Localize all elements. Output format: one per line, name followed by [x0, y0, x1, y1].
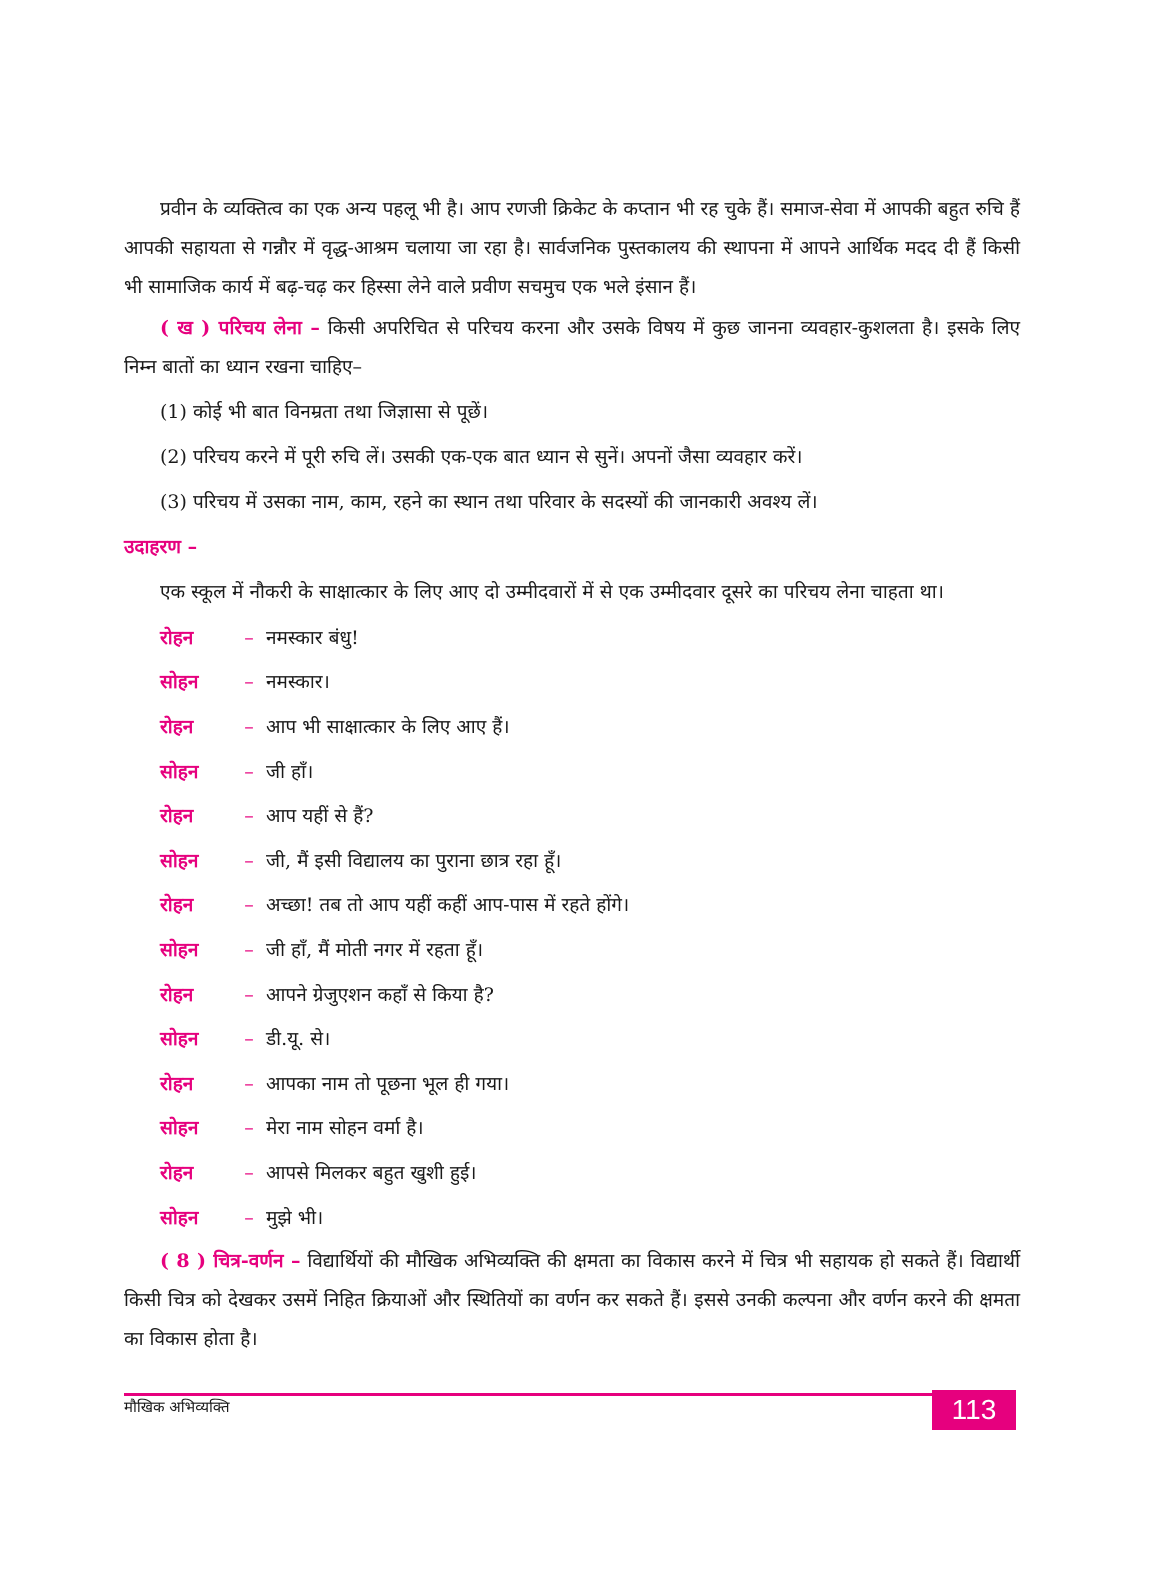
dialog-line: [160, 973, 1020, 1018]
section-parichay-lena: [124, 309, 1020, 387]
speaker-name: सोहन: [160, 1206, 199, 1229]
speaker-name: रोहन: [160, 1161, 194, 1184]
dialog-line: [160, 705, 1020, 750]
list-item: (3) परिचय में उसका नाम, काम, रहने का स्थान तथा परिवार के सदस्यों की जानकारी अवश्य लें।: [160, 491, 818, 513]
dialog-line: [160, 1017, 1020, 1062]
dialog-text: आपने ग्रेजुएशन कहाँ से किया है?: [266, 983, 494, 1006]
dialog-text: अच्छा! तब तो आप यहीं कहीं आप-पास में रहते होंगे।: [266, 894, 630, 917]
dialog-line: [160, 884, 1020, 929]
dialog-text: मुझे भी।: [266, 1206, 324, 1229]
dialog: [160, 616, 1020, 1240]
speaker-name: सोहन: [160, 938, 199, 961]
speaker-name: सोहन: [160, 849, 199, 872]
example-title: उदाहरण –: [124, 536, 198, 558]
dialog-text: जी हाँ, मैं मोती नगर में रहता हूँ।: [266, 938, 484, 961]
dash: –: [244, 671, 254, 694]
speaker-name: रोहन: [160, 894, 194, 917]
speaker-name: रोहन: [160, 983, 194, 1006]
dialog-line: [160, 661, 1020, 706]
dash: –: [244, 849, 254, 872]
speaker-name: रोहन: [160, 715, 194, 738]
speaker-name: सोहन: [160, 1117, 199, 1140]
dialog-line: [160, 1107, 1020, 1152]
dialog-line: [160, 1151, 1020, 1196]
dialog-text: नमस्कार बंधु!: [266, 626, 359, 649]
list-item: (1) कोई भी बात विनम्रता तथा जिज्ञासा से पूछें।: [160, 401, 489, 423]
dialog-text: आपसे मिलकर बहुत खुशी हुई।: [266, 1161, 477, 1184]
section-heading: ( ख ) परिचय लेना –: [160, 317, 320, 339]
dash: –: [244, 1161, 254, 1184]
dialog-text: जी, मैं इसी विद्यालय का पुराना छात्र रहा हूँ।: [266, 849, 562, 872]
footer-divider: [124, 1393, 1014, 1396]
paragraph-praveen: प्रवीन के व्यक्तित्व का एक अन्य पहलू भी है। आप रणजी क्रिकेट के कप्तान भी रह चुके हैं। समाज-सेवा में आपकी बहुत रुचि हैं आपकी सहायता से गन्नौर में वृद्ध-आश्रम चलाया जा रहा है। सार्वजनिक पुस्तकालय की स्थापना में आपने आर्थिक मदद दी हैं किसी भी सामाजिक कार्य में बढ़-चढ़ कर हिस्सा लेने वाले प्रवीण सचमुच एक भले इंसान हैं।: [124, 198, 1020, 298]
dialog-line: [160, 839, 1020, 884]
dialog-text: मेरा नाम सोहन वर्मा है।: [266, 1117, 424, 1140]
section-text: किसी अपरिचित से परिचय करना और उसके विषय में कुछ जानना व्यवहार-कुशलता है। इसके लिए निम्न बातों का ध्यान रखना चाहिए–: [124, 317, 1021, 378]
dash: –: [244, 805, 254, 828]
speaker-name: रोहन: [160, 1072, 194, 1095]
section-chitra-varnan: [124, 1242, 1020, 1359]
dash: –: [244, 1028, 254, 1051]
speaker-name: सोहन: [160, 1028, 199, 1051]
dialog-text: जी हाँ।: [266, 760, 314, 783]
dash: –: [244, 760, 254, 783]
section-text: विद्यार्थियों की मौखिक अभिव्यक्ति की क्षमता का विकास करने में चित्र भी सहायक हो सकते हैं। विद्यार्थी किसी चित्र को देखकर उसमें निहित क्रियाओं और स्थितियों का वर्णन कर सकते हैं। इससे उनकी कल्पना और वर्णन करने की क्षमता का विकास होता है।: [124, 1250, 1020, 1351]
example-intro: एक स्कूल में नौकरी के साक्षात्कार के लिए आए दो उम्मीदवारों में से एक उम्मीदवार दूसरे का परिचय लेना चाहता था।: [160, 581, 944, 603]
dialog-text: डी.यू. से।: [266, 1028, 331, 1051]
dialog-line: [160, 794, 1020, 839]
dash: –: [244, 626, 254, 649]
dialog-line: [160, 616, 1020, 661]
dialog-line: [160, 1062, 1020, 1107]
page-number: 113: [932, 1390, 1016, 1430]
dash: –: [244, 938, 254, 961]
dialog-text: आप भी साक्षात्कार के लिए आए हैं।: [266, 715, 510, 738]
speaker-name: रोहन: [160, 805, 194, 828]
page-content: [124, 190, 1020, 1359]
dash: –: [244, 1117, 254, 1140]
section-heading: ( 8 ) चित्र-वर्णन –: [160, 1250, 301, 1273]
dash: –: [244, 1072, 254, 1095]
dialog-line: [160, 1196, 1020, 1241]
dash: –: [244, 894, 254, 917]
list-item: (2) परिचय करने में पूरी रुचि लें। उसकी एक-एक बात ध्यान से सुनें। अपनों जैसा व्यवहार करें।: [160, 446, 803, 468]
speaker-name: सोहन: [160, 760, 199, 783]
dialog-text: नमस्कार।: [266, 671, 330, 694]
dialog-line: [160, 750, 1020, 795]
speaker-name: सोहन: [160, 671, 199, 694]
speaker-name: रोहन: [160, 626, 194, 649]
chapter-title: मौखिक अभिव्यक्ति: [124, 1398, 230, 1416]
dialog-text: आपका नाम तो पूछना भूल ही गया।: [266, 1072, 510, 1095]
dash: –: [244, 715, 254, 738]
dialog-line: [160, 928, 1020, 973]
tips-list: [124, 393, 1020, 522]
dash: –: [244, 983, 254, 1006]
dialog-text: आप यहीं से हैं?: [266, 805, 374, 828]
dash: –: [244, 1206, 254, 1229]
